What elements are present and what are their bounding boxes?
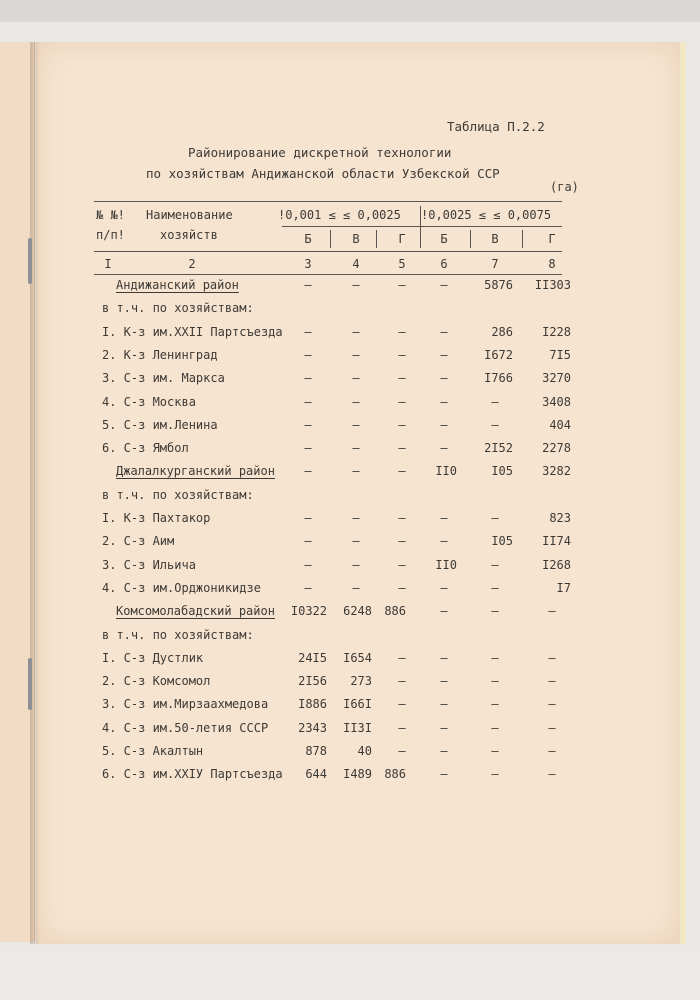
table-row bbox=[0, 325, 700, 343]
cell-col-4: – bbox=[352, 278, 360, 292]
cell-col-5: – bbox=[398, 744, 406, 758]
district-row bbox=[0, 278, 700, 296]
cell-col-8: – bbox=[548, 650, 556, 665]
index-bottom-rule bbox=[94, 274, 562, 275]
cell-col-6: II0 bbox=[435, 464, 457, 479]
cell-col-7: 5876 bbox=[484, 278, 513, 292]
cell-col-8: – bbox=[548, 604, 556, 619]
cell-col-3: 644 bbox=[305, 767, 327, 782]
cell-col-3: 24I5 bbox=[298, 650, 327, 665]
row-name: в т.ч. по хозяйствам: bbox=[102, 301, 254, 316]
subheading-row bbox=[0, 301, 700, 319]
scan-border-bottom bbox=[0, 952, 700, 1000]
col-range-2: !0,0025 ≤ ≤ 0,0075 bbox=[421, 208, 552, 222]
cell-col-5: – bbox=[398, 650, 406, 665]
row-name: 3. С-з им. Маркса bbox=[102, 371, 225, 386]
idx-col-1: I bbox=[104, 257, 112, 271]
idx-col-4: 4 bbox=[352, 257, 360, 271]
cell-col-6: – bbox=[440, 697, 448, 712]
sub-divider-3 bbox=[470, 230, 471, 248]
idx-col-3: 3 bbox=[304, 257, 312, 271]
cell-col-3: – bbox=[304, 371, 312, 386]
cell-col-6: – bbox=[440, 394, 448, 409]
cell-col-8: 3270 bbox=[542, 371, 571, 386]
cell-col-7: I672 bbox=[484, 347, 513, 362]
row-name: Джалалкурганский район bbox=[116, 464, 275, 479]
header-bottom-rule bbox=[94, 251, 562, 252]
cell-col-8: – bbox=[548, 674, 556, 689]
row-name: I. К-з им.XXII Партсъезда bbox=[102, 324, 283, 339]
cell-col-3: – bbox=[304, 441, 312, 456]
sub-col-6: Г bbox=[548, 232, 556, 246]
cell-col-5: – bbox=[398, 580, 406, 595]
cell-col-7: I766 bbox=[484, 371, 513, 386]
cell-col-4: – bbox=[352, 464, 360, 479]
cell-col-4: I66I bbox=[343, 697, 372, 712]
cell-col-6: II0 bbox=[435, 557, 457, 572]
table-row bbox=[0, 721, 700, 739]
cell-col-6: – bbox=[440, 417, 448, 432]
subheading-row bbox=[0, 628, 700, 646]
unit-label: (га) bbox=[550, 180, 579, 194]
row-name: 2. К-з Ленинград bbox=[102, 347, 218, 362]
cell-col-8: – bbox=[548, 720, 556, 735]
table-top-rule bbox=[94, 201, 562, 202]
row-name: в т.ч. по хозяйствам: bbox=[102, 487, 254, 502]
cell-col-5: 886 bbox=[384, 767, 406, 782]
cell-col-8: – bbox=[548, 697, 556, 712]
cell-col-8: 823 bbox=[549, 511, 571, 525]
row-name: 4. С-з Москва bbox=[102, 394, 196, 409]
scan-border-top bbox=[0, 0, 700, 22]
row-name: 3. С-з им.Мирзаахмедова bbox=[102, 697, 269, 712]
col-range-1: !0,001 ≤ ≤ 0,0025 bbox=[278, 208, 401, 222]
table-row bbox=[0, 744, 700, 762]
cell-col-5: – bbox=[398, 441, 406, 456]
cell-col-7: – bbox=[491, 580, 499, 595]
table-row bbox=[0, 767, 700, 785]
cell-col-4: – bbox=[352, 371, 360, 386]
cell-col-6: – bbox=[440, 511, 448, 525]
row-name: 4. С-з им.50-летия СССР bbox=[102, 720, 269, 735]
cell-col-5: – bbox=[398, 347, 406, 362]
cell-col-3: – bbox=[304, 324, 312, 339]
cell-col-5: – bbox=[398, 464, 406, 479]
table-row bbox=[0, 558, 700, 576]
table-number: Таблица П.2.2 bbox=[447, 119, 545, 134]
cell-col-7: – bbox=[491, 744, 499, 758]
cell-col-8: – bbox=[548, 744, 556, 758]
sub-divider-4 bbox=[522, 230, 523, 248]
idx-col-6: 6 bbox=[440, 257, 448, 271]
cell-col-5: – bbox=[398, 394, 406, 409]
cell-col-3: 2343 bbox=[298, 720, 327, 735]
cell-col-7: – bbox=[491, 394, 499, 409]
cell-col-4: – bbox=[352, 441, 360, 456]
row-name: в т.ч. по хозяйствам: bbox=[102, 627, 254, 642]
cell-col-5: – bbox=[398, 674, 406, 689]
cell-col-6: – bbox=[440, 324, 448, 339]
cell-col-3: – bbox=[304, 278, 312, 292]
cell-col-6: – bbox=[440, 534, 448, 549]
cell-col-5: – bbox=[398, 720, 406, 735]
cell-col-8: 404 bbox=[549, 417, 571, 432]
cell-col-6: – bbox=[440, 347, 448, 362]
row-name: Комсомолабадский район bbox=[116, 604, 275, 619]
cell-col-7: – bbox=[491, 674, 499, 689]
cell-col-3: – bbox=[304, 417, 312, 432]
table-row bbox=[0, 418, 700, 436]
cell-col-6: – bbox=[440, 674, 448, 689]
cell-col-3: 2I56 bbox=[298, 674, 327, 689]
cell-col-4: I489 bbox=[343, 767, 372, 782]
idx-col-7: 7 bbox=[491, 257, 499, 271]
cell-col-5: – bbox=[398, 278, 406, 292]
subheading-row bbox=[0, 488, 700, 506]
col-name-label-1: Наименование bbox=[146, 208, 233, 222]
table-row bbox=[0, 651, 700, 669]
sub-divider-2 bbox=[376, 230, 377, 248]
cell-col-7: – bbox=[491, 417, 499, 432]
idx-col-5: 5 bbox=[398, 257, 406, 271]
cell-col-3: I0322 bbox=[290, 604, 327, 619]
cell-col-6: – bbox=[440, 720, 448, 735]
cell-col-7: – bbox=[491, 557, 499, 572]
cell-col-4: – bbox=[352, 534, 360, 549]
cell-col-6: – bbox=[440, 604, 448, 619]
sub-divider-1 bbox=[330, 230, 331, 248]
row-name: 5. С-з им.Ленина bbox=[102, 417, 218, 432]
table-title-line2: по хозяйствам Андижанской области Узбекской ССР bbox=[146, 166, 500, 181]
table-row bbox=[0, 534, 700, 552]
cell-col-6: – bbox=[440, 744, 448, 758]
cell-col-4: – bbox=[352, 580, 360, 595]
col-name-label-2: хозяйств bbox=[160, 228, 218, 242]
cell-col-8: 3282 bbox=[542, 464, 571, 479]
table-row bbox=[0, 511, 700, 529]
cell-col-3: – bbox=[304, 347, 312, 362]
cell-col-6: – bbox=[440, 580, 448, 595]
cell-col-5: – bbox=[398, 511, 406, 525]
sub-col-3: Г bbox=[398, 232, 406, 246]
col-num-label-1: № №! bbox=[96, 208, 125, 222]
cell-col-5: 886 bbox=[384, 604, 406, 619]
cell-col-6: – bbox=[440, 767, 448, 782]
table-row bbox=[0, 674, 700, 692]
cell-col-5: – bbox=[398, 371, 406, 386]
cell-col-4: 273 bbox=[350, 674, 372, 689]
cell-col-4: – bbox=[352, 417, 360, 432]
cell-col-3: – bbox=[304, 394, 312, 409]
cell-col-4: II3I bbox=[343, 720, 372, 735]
row-name: 6. С-з Ямбол bbox=[102, 441, 189, 456]
cell-col-7: I05 bbox=[491, 464, 513, 479]
district-row bbox=[0, 464, 700, 482]
cell-col-4: I654 bbox=[343, 650, 372, 665]
cell-col-7: I05 bbox=[491, 534, 513, 549]
cell-col-7: 2I52 bbox=[484, 441, 513, 456]
cell-col-8: 7I5 bbox=[549, 347, 571, 362]
cell-col-5: – bbox=[398, 557, 406, 572]
cell-col-7: 286 bbox=[491, 324, 513, 339]
table-row bbox=[0, 395, 700, 413]
cell-col-8: I268 bbox=[542, 557, 571, 572]
cell-col-8: – bbox=[548, 767, 556, 782]
cell-col-8: II74 bbox=[542, 534, 571, 549]
cell-col-3: – bbox=[304, 511, 312, 525]
idx-col-8: 8 bbox=[548, 257, 556, 271]
table-row bbox=[0, 581, 700, 599]
cell-col-7: – bbox=[491, 720, 499, 735]
row-name: I. С-з Дустлик bbox=[102, 650, 204, 665]
cell-col-5: – bbox=[398, 417, 406, 432]
cell-col-8: 3408 bbox=[542, 394, 571, 409]
subheader-rule bbox=[282, 226, 562, 227]
cell-col-5: – bbox=[398, 324, 406, 339]
cell-col-4: – bbox=[352, 324, 360, 339]
row-name: Андижанский район bbox=[116, 278, 239, 292]
cell-col-4: – bbox=[352, 557, 360, 572]
row-name: 5. С-з Акалтын bbox=[102, 744, 204, 758]
cell-col-3: – bbox=[304, 580, 312, 595]
cell-col-7: – bbox=[491, 604, 499, 619]
cell-col-7: – bbox=[491, 650, 499, 665]
cell-col-5: – bbox=[398, 697, 406, 712]
sub-col-4: Б bbox=[440, 232, 448, 246]
row-name: I. К-з Пахтакор bbox=[102, 511, 211, 525]
cell-col-8: II303 bbox=[534, 278, 571, 292]
cell-col-7: – bbox=[491, 697, 499, 712]
row-name: 2. С-з Комсомол bbox=[102, 674, 211, 689]
table-row bbox=[0, 697, 700, 715]
cell-col-6: – bbox=[440, 441, 448, 456]
idx-col-2: 2 bbox=[188, 257, 196, 271]
row-name: 2. С-з Аим bbox=[102, 534, 175, 549]
cell-col-4: 6248 bbox=[343, 604, 372, 619]
cell-col-4: – bbox=[352, 347, 360, 362]
cell-col-7: – bbox=[491, 767, 499, 782]
cell-col-7: – bbox=[491, 511, 499, 525]
cell-col-4: – bbox=[352, 394, 360, 409]
table-row bbox=[0, 371, 700, 389]
table-row bbox=[0, 348, 700, 366]
row-name: 6. С-з им.XXIУ Партсъезда bbox=[102, 767, 283, 782]
cell-col-8: 2278 bbox=[542, 441, 571, 456]
cell-col-4: 40 bbox=[357, 744, 372, 758]
cell-col-6: – bbox=[440, 650, 448, 665]
sub-col-2: В bbox=[352, 232, 360, 246]
table-row bbox=[0, 441, 700, 459]
row-name: 4. С-з им.Орджоникидзе bbox=[102, 580, 261, 595]
col-num-label-2: п/п! bbox=[96, 228, 125, 242]
cell-col-5: – bbox=[398, 534, 406, 549]
cell-col-3: – bbox=[304, 464, 312, 479]
range-divider bbox=[420, 206, 421, 248]
district-row bbox=[0, 604, 700, 622]
cell-col-3: I886 bbox=[298, 697, 327, 712]
cell-col-3: – bbox=[304, 557, 312, 572]
row-name: 3. С-з Ильича bbox=[102, 557, 196, 572]
sub-col-5: В bbox=[491, 232, 499, 246]
cell-col-3: 878 bbox=[305, 744, 327, 758]
sub-col-1: Б bbox=[304, 232, 312, 246]
cell-col-6: – bbox=[440, 371, 448, 386]
cell-col-6: – bbox=[440, 278, 448, 292]
cell-col-8: I7 bbox=[556, 580, 571, 595]
cell-col-3: – bbox=[304, 534, 312, 549]
cell-col-8: I228 bbox=[542, 324, 571, 339]
table-title-line1: Районирование дискретной технологии bbox=[188, 145, 452, 160]
cell-col-4: – bbox=[352, 511, 360, 525]
